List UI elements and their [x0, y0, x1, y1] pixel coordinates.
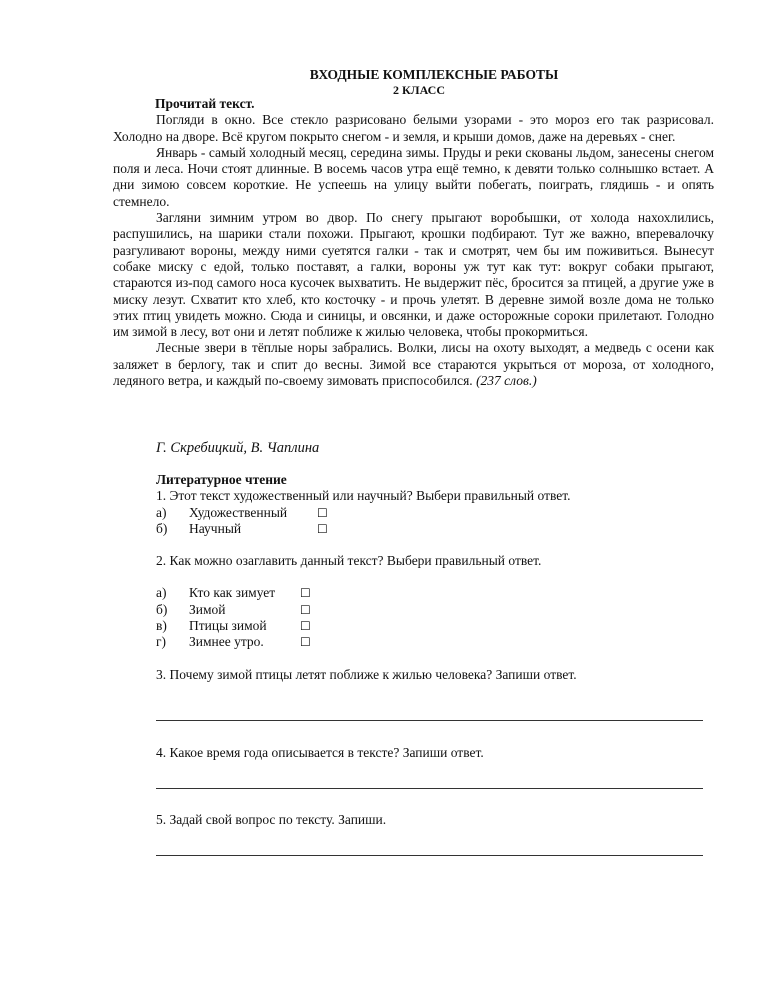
- option-text: Кто как зимует: [189, 585, 276, 601]
- word-count: (237 слов.): [476, 373, 537, 389]
- answer-line-5[interactable]: [156, 855, 703, 856]
- section-title: Литературное чтение: [156, 472, 287, 487]
- option-text: Птицы зимой: [189, 618, 267, 634]
- question-3: 3. Почему зимой птицы летят поближе к жилью человека? Запиши ответ.: [156, 666, 577, 682]
- checkbox-icon[interactable]: ☐: [300, 602, 311, 617]
- checkbox-icon[interactable]: ☐: [300, 586, 311, 601]
- reading-heading: Прочитай текст.: [155, 96, 255, 111]
- spacer: [156, 761, 716, 788]
- checkbox-icon[interactable]: ☐: [317, 521, 328, 536]
- option-letter: в): [156, 618, 167, 634]
- option-letter: а): [156, 585, 167, 601]
- option-text: Научный: [189, 520, 242, 536]
- question-2: 2. Как можно озаглавить данный текст? Выбери правильный ответ.: [156, 553, 542, 569]
- spacer: [156, 651, 716, 667]
- checkbox-icon[interactable]: ☐: [317, 505, 328, 520]
- option-item[interactable]: [156, 521, 716, 537]
- option-item[interactable]: [156, 602, 716, 618]
- option-item[interactable]: [156, 634, 716, 650]
- spacer: [156, 789, 716, 812]
- question-5: 5. Задай свой вопрос по тексту. Запиши.: [156, 812, 387, 828]
- authors: Г. Скребицкий, В. Чаплина: [156, 440, 320, 456]
- option-item[interactable]: [156, 618, 716, 634]
- option-letter: б): [156, 520, 168, 536]
- paragraph: Загляни зимним утром во двор. По снегу прыгают воробышки, от холода нахохлились, распушились, на шарики стали похожи. Прыгают, крошки подбирают. Тут же важно, вперевалочку разгуливают вороны, между ними суетятся галки - так и смотрят, чем бы им поживиться. Вынесут собаке миску с едой, только поставят, а галки, вороны уж тут как тут: вокруг собаки прыгают, стараются из-под самого носа кусочек выхватить. Не выдержит пёс, бросится за птицей, а другие уже в миску лезут. Схватит кто хлеб, кто косточку - и прочь улетят. В деревне зимой возле дома не только этих птиц увидеть можно. Сюда и синицы, и овсянки, и даже осторожные сороки прилетают. Голодно им зимой в лесу, вот они и летят поближе к жилью человека, чтобы прокормиться.: [113, 210, 714, 340]
- option-letter: а): [156, 504, 167, 520]
- spacer: [156, 683, 716, 720]
- question-4: 4. Какое время года описывается в тексте? Запиши ответ.: [156, 744, 484, 760]
- option-item[interactable]: [156, 505, 716, 521]
- spacer: [156, 721, 716, 745]
- option-letter: б): [156, 601, 168, 617]
- paragraph: Погляди в окно. Все стекло разрисовано белыми узорами - это мороз его так разрисовал. Холодно на дворе. Всё кругом покрыто снегом - и земля, и крыши домов, даже на деревьях - снег.: [113, 112, 714, 144]
- spacer: [156, 569, 716, 585]
- option-text: Зимой: [189, 601, 226, 617]
- question-1-options: [156, 505, 716, 538]
- worksheet-header: [0, 67, 768, 97]
- checkbox-icon[interactable]: ☐: [300, 619, 311, 634]
- option-item[interactable]: [156, 585, 716, 601]
- option-letter: г): [156, 634, 167, 650]
- grade-label: 2 КЛАСС: [392, 83, 446, 97]
- paragraph: Январь - самый холодный месяц, середина зимы. Пруды и реки скованы льдом, занесены снегом поля и леса. Ночи стоят длинные. В восемь часов утра ещё темно, к девяти только солнышко встает. А дни зимою совсем короткие. Не успеешь на улицу выйти побегать, поиграть, глядишь - и опять стемнело.: [113, 144, 714, 209]
- option-text: Художественный: [189, 504, 288, 520]
- question-2-options: [156, 585, 716, 650]
- paragraph-text: Лесные звери в тёплые норы забрались. Волки, лисы на охоту выходят, а медведь с осени как заляжет в берлогу, так и спит до весны. Зимой все стараются укрыться от мороза, от холодного, ледяного ветра, и каждый по-своему зимовать приспособился.: [113, 340, 714, 389]
- paragraph: [113, 340, 714, 389]
- quiz-section: [156, 472, 716, 856]
- spacer: [156, 537, 716, 553]
- checkbox-icon[interactable]: ☐: [300, 635, 311, 650]
- spacer: [156, 829, 716, 855]
- worksheet-title: ВХОДНЫЕ КОМПЛЕКСНЫЕ РАБОТЫ: [309, 67, 559, 82]
- option-text: Зимнее утро.: [189, 634, 264, 650]
- reading-text: [113, 96, 714, 389]
- question-1: 1. Этот текст художественный или научный? Выбери правильный ответ.: [156, 488, 571, 504]
